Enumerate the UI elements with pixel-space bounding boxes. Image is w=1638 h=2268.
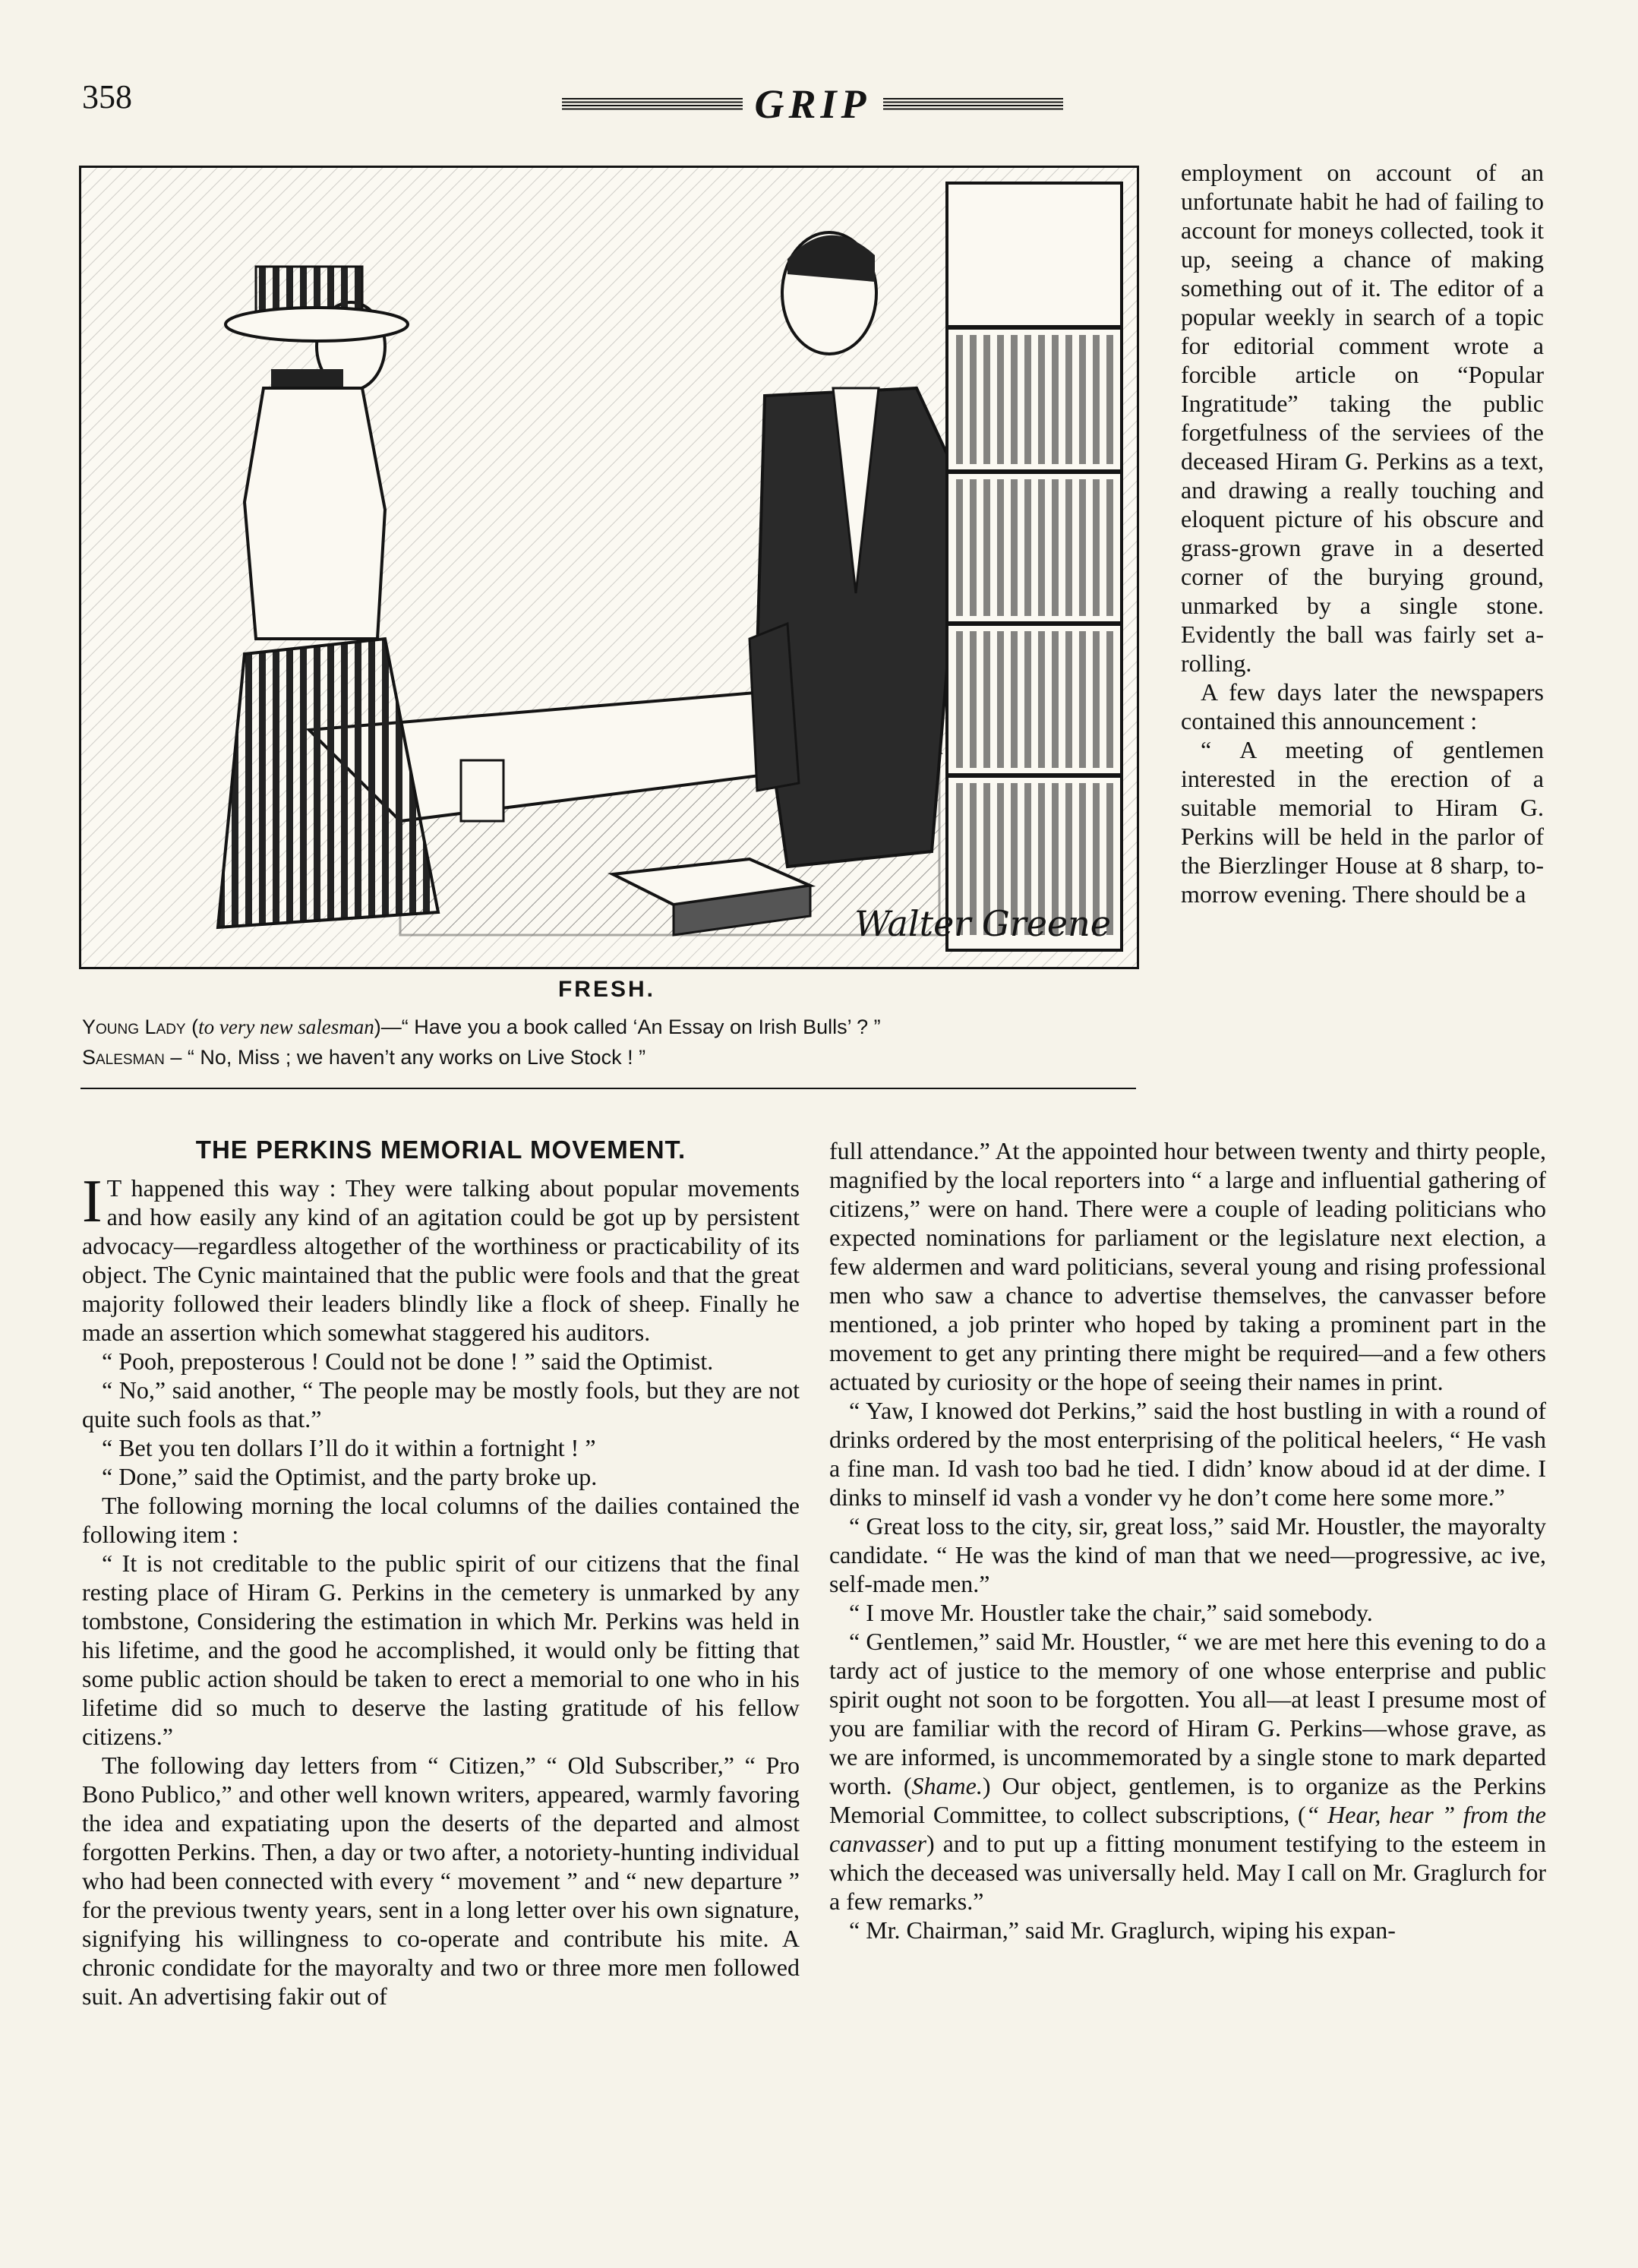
right-top-paragraph-3: “ A meeting of gentlemen interested in the erection of a suitable memorial to Hiram G. Perkins will be held in the parlor of the Bierzlinger House at 8 sharp, to-morrow evening. There should be a: [1181, 736, 1544, 908]
cartoon-drawing: [81, 168, 1137, 967]
page-number: 358: [82, 78, 132, 115]
caption-line-2: [82, 1042, 1145, 1072]
caption-line-2-text: – “ No, Miss ; we haven’t any works on Live Stock ! ”: [164, 1046, 646, 1069]
interjection-shame: Shame.: [911, 1772, 983, 1799]
speech-part-a: “ Gentlemen,” said Mr. Houstler, “ we are met here this evening to do a tardy act of justice to the memory of one whose enterprise and public spirit ought not soon to be forgotten. You all—at least I presume most of you are familiar with the record of Hiram G. Perkins—whose grave, as we are informed, is uncommemorated by a single stone to mark departed worth. (: [829, 1628, 1546, 1799]
right-bottom-paragraph-3: “ Great loss to the city, sir, great loss,” said Mr. Houstler, the mayoralty candidate. “ He was the kind of man that we need—progressive, ac ive, self-made men.”: [829, 1512, 1546, 1597]
caption-dialogue: [82, 1012, 1145, 1072]
article-paragraph-1: [82, 1168, 800, 1347]
article-paragraph-7: “ It is not creditable to the public spirit of our citizens that the final resting place of Hiram G. Perkins in the cemetery is unmarked by any tombstone, Considering the estimation in which Mr. Perkins was held in his lifetime, and the good he accomplished, it would only be fitting that some public action should be taken to erect a memorial to one who in his lifetime did so much to deserve the lasting gratitude of his fellow citizens.”: [82, 1549, 800, 1750]
right-column-bottom: [829, 1136, 1546, 1944]
caption-line-1-text: —“ Have you a book called ‘An Essay on Irish Bulls’ ? ”: [380, 1016, 881, 1038]
cartoon-illustration: [79, 166, 1139, 969]
right-top-paragraph-2: A few days later the newspapers contained this announcement :: [1181, 678, 1544, 734]
right-bottom-paragraph-6: “ Mr. Chairman,” said Mr. Graglurch, wiping his expan-: [849, 1916, 1396, 1944]
article-paragraph-1-text: T happened this way : They were talking about popular movements and how easily any kind of an agitation could be got up by persistent advocacy—regardless altogether of the worthiness or practicability of its object. The Cynic maintained that the public were fools and that the great majority followed their leaders blindly like a flock of sheep. Finally he made an assertion which somewhat staggered his auditors.: [82, 1174, 800, 1346]
article-paragraph-6: The following morning the local columns of the dailies contained the following item :: [82, 1492, 800, 1548]
caption-divider: [80, 1088, 1136, 1089]
article-paragraph-3: “ No,” said another, “ The people may be mostly fools, but they are not quite such fools as that.”: [82, 1376, 800, 1433]
masthead-title: GRIP: [754, 81, 871, 127]
interjection-hear-hear: “ Hear, hear ” from the canvasser: [829, 1801, 1547, 1857]
drop-cap: I: [82, 1168, 103, 1235]
right-bottom-paragraph-5: [829, 1627, 1546, 1916]
bookshelf: [947, 183, 1122, 950]
masthead: [562, 77, 1063, 131]
left-column: [82, 1136, 800, 2011]
right-bottom-paragraph-2: “ Yaw, I knowed dot Perkins,” said the host bustling in with a round of drinks ordered by the most enterprising of the political heelers, “ He vash a fine man. Id vash too bad he tied. I didn’ know aboud id at der dime. I dinks to minself id vash a vonder vy he don’t come here some more.”: [829, 1397, 1546, 1511]
caption-line-1: Young Lady (to very new salesman)—“ Have you a book called ‘An Essay on Irish Bulls’ ? ”: [82, 1016, 881, 1038]
article-title: THE PERKINS MEMORIAL MOVEMENT.: [195, 1136, 686, 1164]
right-column-top: [1181, 158, 1544, 908]
article-paragraph-8: The following day letters from “ Citizen,” “ Old Subscriber,” “ Pro Bono Publico,” and other well known writers, appeared, warmly favoring the idea and expatiating upon the deserts of the departed and almost forgotten Perkins. Then, a day or two after, a notoriety-hunting individual who had been connected with every “ movement ” and “ new departure ” for the previous twenty years, sent in a long letter over his own signature, signifying his willingness to co-operate and contribute his mite. A chronic condidate for the mayoralty and two or three more men followed suit. An advertising fakir out of: [82, 1752, 800, 2010]
article-paragraph-2: “ Pooh, preposterous ! Could not be done ! ” said the Optimist.: [102, 1347, 714, 1375]
right-bottom-paragraph-4: “ I move Mr. Houstler take the chair,” said somebody.: [849, 1599, 1373, 1626]
right-bottom-paragraph-1: full attendance.” At the appointed hour between twenty and thirty people, magnified by the local reporters into “ a large and influential gathering of citizens,” were on hand. There were a couple of leading politicians who expected nominations for parliament or the legislature next election, a few aldermen and ward politicians, several young and rising professional men who saw a chance to advertise themselves, the canvasser before mentioned, a job printer who hoped by taking a prominent part in the movement to get any printing there might be required—and a few others actuated by curiosity or the hope of seeing their names in print.: [829, 1137, 1546, 1395]
caption-stage-direction: to very new salesman: [198, 1016, 374, 1038]
masthead-rule-left: [562, 98, 743, 110]
caption-speaker-salesman: Salesman: [82, 1046, 165, 1069]
speech-part-b: ) Our object, gentlemen, is to organize as the Perkins Memorial Committee, to collect subscriptions, (: [829, 1772, 1547, 1828]
right-top-paragraph-1: employment on account of an unfortunate habit he had of failing to account for moneys collected, took it up, seeing a chance of making something out of it. The editor of a popular weekly in search of a topic for editorial comment wrote a forcible article on “Popular Ingratitude” taking the public forgetfulness of the serviees of the deceased Hiram G. Perkins as a text, and drawing a really touching and eloquent picture of his obscure and grass-grown grave in a deserted corner of the burying ground, unmarked by a single stone. Evidently the ball was fairly set a-rolling.: [1181, 159, 1544, 677]
artist-signature: Walter Greene: [854, 903, 1111, 944]
speech-part-c: ) and to put up a fitting monument testifying to the esteem in which the deceased was universally held. May I call on Mr. Graglurch for a few remarks.”: [829, 1830, 1546, 1915]
article-paragraph-5: “ Done,” said the Optimist, and the party broke up.: [102, 1463, 598, 1490]
caption-speaker-lady: Young Lady: [82, 1016, 186, 1038]
masthead-rule-right: [883, 98, 1064, 110]
article-paragraph-4: “ Bet you ten dollars I’ll do it within a fortnight ! ”: [102, 1434, 596, 1461]
caption-title: FRESH.: [557, 977, 655, 1002]
